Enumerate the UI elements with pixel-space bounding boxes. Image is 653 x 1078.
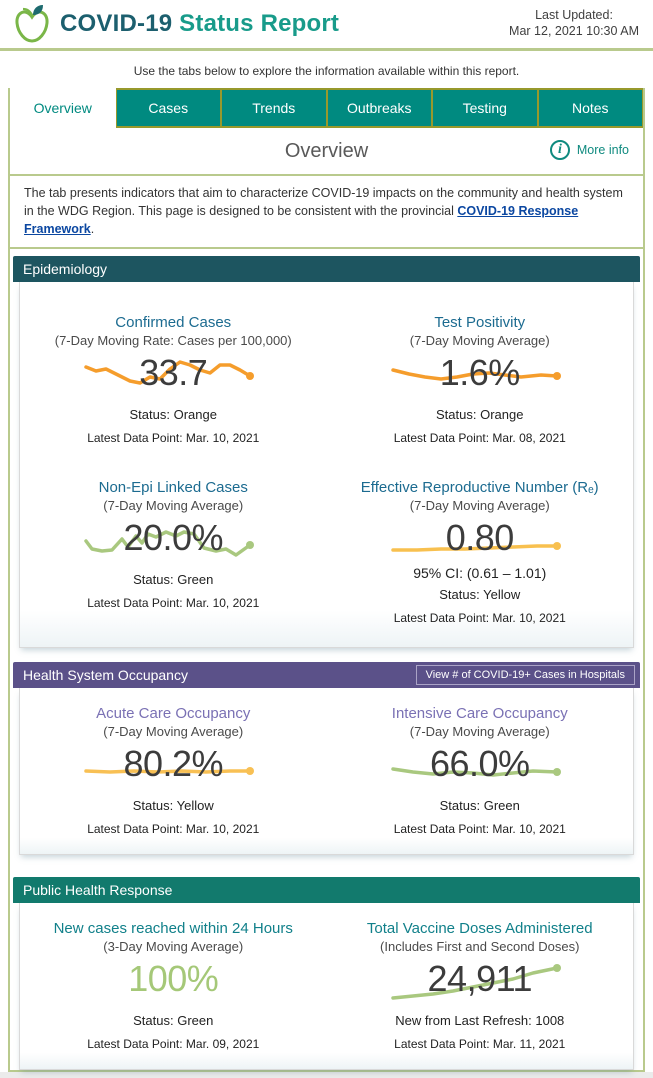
kpi-new-cases-reached-24h xyxy=(20,920,327,1051)
apple-logo-icon xyxy=(12,4,52,46)
more-info-label: More info xyxy=(576,143,629,157)
kpi-title: Test Positivity xyxy=(434,314,526,332)
title-secondary: Status Report xyxy=(179,10,340,37)
kpi-confirmed-cases xyxy=(20,314,327,445)
kpi-status: Status: Green xyxy=(133,572,214,588)
kpi-subtitle: (Includes First and Second Doses) xyxy=(380,939,580,955)
overview-header-row xyxy=(10,128,643,174)
kpi-subtitle: (7-Day Moving Average) xyxy=(409,498,550,514)
kpi-title: Non-Epi Linked Cases xyxy=(98,479,248,497)
tab-testing[interactable]: Testing xyxy=(432,88,538,128)
view-hospital-cases-button[interactable]: View # of COVID-19+ Cases in Hospitals xyxy=(416,665,635,685)
kpi-latest-data-point: Latest Data Point: Mar. 09, 2021 xyxy=(87,1037,260,1052)
kpi-latest-data-point: Latest Data Point: Mar. 11, 2021 xyxy=(394,1037,566,1052)
kpi-status: Status: Yellow xyxy=(439,587,521,603)
kpi-value-area xyxy=(30,515,317,561)
kpi-title: Total Vaccine Doses Administered xyxy=(366,920,593,938)
kpi-subtitle: (3-Day Moving Average) xyxy=(103,939,244,955)
kpi-value: 66.0% xyxy=(429,743,530,785)
report-frame xyxy=(8,88,645,1072)
kpi-value: 33.7 xyxy=(139,352,208,394)
kpi-latest-data-point: Latest Data Point: Mar. 10, 2021 xyxy=(87,822,260,837)
kpi-value: 1.6% xyxy=(439,352,520,394)
kpi-non-epi-linked-cases xyxy=(20,479,327,625)
kpi-value-area xyxy=(30,350,317,396)
kpi-value: 80.2% xyxy=(123,743,224,785)
divider xyxy=(10,247,643,249)
kpi-title: Intensive Care Occupancy xyxy=(391,705,568,723)
report-header xyxy=(0,0,653,48)
kpi-title: Effective Reproductive Number (Rₑ) xyxy=(360,479,599,497)
kpi-subtitle: (7-Day Moving Rate: Cases per 100,000) xyxy=(54,333,292,349)
kpi-latest-data-point: Latest Data Point: Mar. 10, 2021 xyxy=(393,611,566,626)
kpi-latest-data-point: Latest Data Point: Mar. 10, 2021 xyxy=(87,596,260,611)
more-info-button[interactable] xyxy=(550,140,629,160)
description-text: The tab presents indicators that aim to characterize COVID-19 impacts on the community and health system in the WDG Region. This page is designed to be consistent with the provincial xyxy=(24,186,623,219)
kpi-value: 0.80 xyxy=(445,517,514,559)
overview-description xyxy=(10,176,643,247)
epidemiology-kpi-grid xyxy=(20,314,633,625)
phr-kpi-grid xyxy=(20,920,633,1051)
kpi-title: Acute Care Occupancy xyxy=(96,705,251,723)
kpi-value: 24,911 xyxy=(427,958,532,1000)
section-public-health-response xyxy=(13,877,640,1070)
epidemiology-card xyxy=(19,282,634,648)
tabs-instruction: Use the tabs below to explore the information available within this report. xyxy=(0,51,653,88)
last-updated xyxy=(509,8,639,39)
kpi-status: Status: Yellow xyxy=(132,798,214,814)
kpi-status: Status: Green xyxy=(439,798,520,814)
kpi-value-area xyxy=(337,350,624,396)
kpi-title: New cases reached within 24 Hours xyxy=(53,920,293,938)
section-health-system-occupancy xyxy=(13,662,640,855)
page-bottom-strip xyxy=(0,1072,653,1078)
kpi-value: 100% xyxy=(128,958,219,1000)
last-updated-label: Last Updated: xyxy=(535,8,613,23)
kpi-intensive-care-occupancy xyxy=(327,705,634,836)
kpi-test-positivity xyxy=(327,314,634,445)
kpi-acute-care-occupancy xyxy=(20,705,327,836)
kpi-value-area xyxy=(337,515,624,561)
tab-trends[interactable]: Trends xyxy=(221,88,327,128)
kpi-value-area xyxy=(337,741,624,787)
kpi-subtitle: (7-Day Moving Average) xyxy=(103,724,244,740)
kpi-new-from-refresh: New from Last Refresh: 1008 xyxy=(395,1013,565,1029)
overview-title: Overview xyxy=(284,139,369,162)
kpi-subtitle: (7-Day Moving Average) xyxy=(103,498,244,514)
title-primary: COVID-19 xyxy=(60,10,173,37)
kpi-effective-reproductive-number xyxy=(327,479,634,625)
description-text-end: . xyxy=(90,222,95,237)
kpi-value-area xyxy=(30,956,317,1002)
tab-bar xyxy=(10,88,643,128)
kpi-subtitle: (7-Day Moving Average) xyxy=(409,333,550,349)
health-system-occupancy-card xyxy=(19,688,634,855)
kpi-latest-data-point: Latest Data Point: Mar. 08, 2021 xyxy=(393,431,566,446)
kpi-status: Status: Green xyxy=(133,1013,214,1029)
tab-overview[interactable]: Overview xyxy=(10,88,116,128)
info-icon[interactable]: i xyxy=(550,140,570,160)
kpi-title: Confirmed Cases xyxy=(115,314,232,332)
kpi-value-area xyxy=(30,741,317,787)
page-title xyxy=(60,10,509,38)
tab-notes[interactable]: Notes xyxy=(538,88,644,128)
kpi-confidence-interval: 95% CI: (0.61 – 1.01) xyxy=(413,565,547,582)
tab-cases[interactable]: Cases xyxy=(116,88,222,128)
epidemiology-section-header: Epidemiology xyxy=(13,256,640,282)
kpi-subtitle: (7-Day Moving Average) xyxy=(409,724,550,740)
kpi-latest-data-point: Latest Data Point: Mar. 10, 2021 xyxy=(393,822,566,837)
section-title: Health System Occupancy xyxy=(23,667,188,684)
public-health-response-section-header: Public Health Response xyxy=(13,877,640,903)
last-updated-value: Mar 12, 2021 10:30 AM xyxy=(509,24,639,38)
section-epidemiology xyxy=(13,256,640,648)
public-health-response-card xyxy=(19,903,634,1070)
kpi-status: Status: Orange xyxy=(436,407,524,423)
kpi-status: Status: Orange xyxy=(129,407,217,423)
kpi-value-area xyxy=(337,956,624,1002)
kpi-value: 20.0% xyxy=(123,517,224,559)
response-framework-link[interactable]: COVID-19 Response Framework xyxy=(24,204,579,237)
kpi-total-vaccine-doses xyxy=(327,920,634,1051)
kpi-latest-data-point: Latest Data Point: Mar. 10, 2021 xyxy=(87,431,260,446)
tab-outbreaks[interactable]: Outbreaks xyxy=(327,88,433,128)
hso-kpi-grid xyxy=(20,705,633,836)
health-system-occupancy-section-header xyxy=(13,662,640,688)
